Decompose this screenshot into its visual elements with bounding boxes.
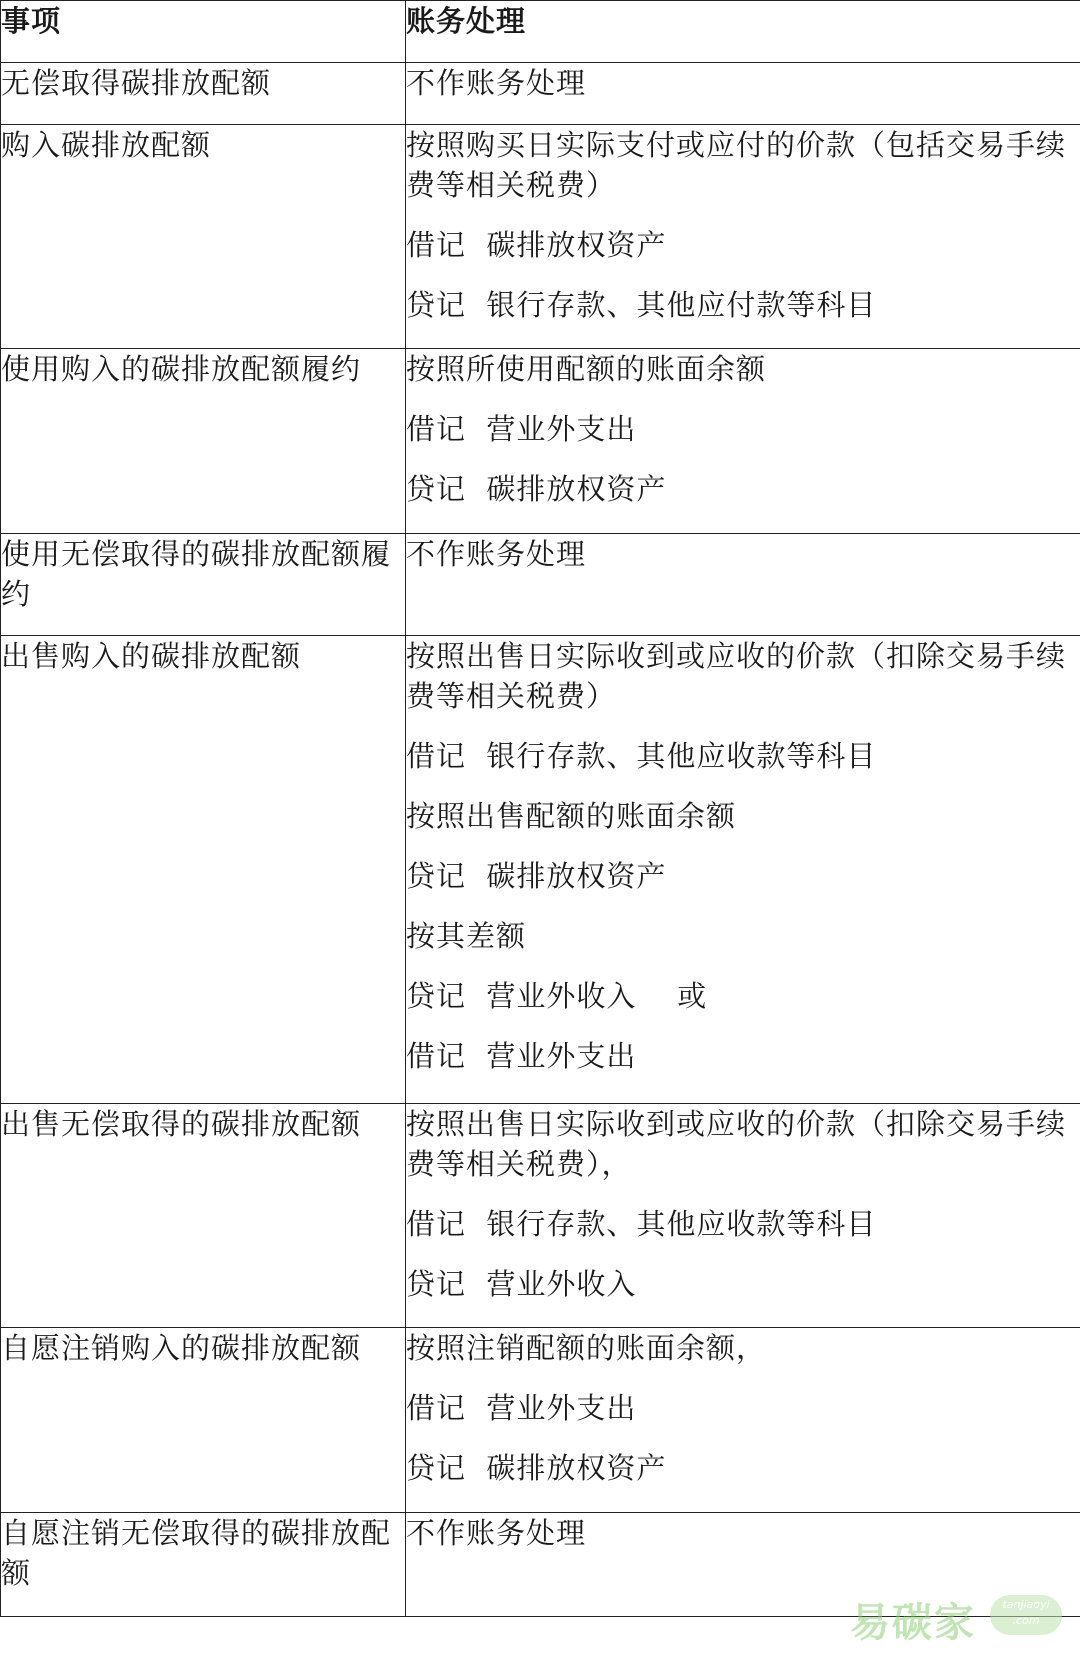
item-cell xyxy=(1,349,406,534)
treatment-line: 贷记 碳排放权资产 xyxy=(406,859,667,893)
treatment-line: 借记 银行存款、其他应收款等科目 xyxy=(406,1207,877,1241)
item-label: 自愿注销无偿取得的碳排放配额 xyxy=(1,1516,392,1590)
item-cell xyxy=(1,534,406,636)
watermark-domain-bottom: .com xyxy=(1012,1614,1040,1627)
treatment-cell xyxy=(406,63,1080,125)
treatment-line: 按照所使用配额的账面余额 xyxy=(406,352,767,386)
treatment-cell xyxy=(406,534,1080,636)
item-cell xyxy=(1,1513,406,1617)
treatment-line: 贷记 碳排放权资产 xyxy=(406,1451,667,1485)
treatment-line: 贷记 营业外收入 或 xyxy=(406,979,708,1013)
watermark-domain-top: tanjiaoyi xyxy=(1002,1598,1050,1611)
treatment-line: 借记 营业外支出 xyxy=(406,1391,637,1425)
item-label: 出售无偿取得的碳排放配额 xyxy=(1,1107,362,1141)
item-cell xyxy=(1,1328,406,1513)
item-cell xyxy=(1,125,406,349)
treatment-line: 不作账务处理 xyxy=(406,66,587,100)
treatment-line: 按其差额 xyxy=(406,919,527,953)
treatment-cell xyxy=(406,125,1080,349)
treatment-line: 贷记 银行存款、其他应付款等科目 xyxy=(406,288,877,322)
table-row xyxy=(1,534,1080,636)
treatment-cell xyxy=(406,636,1080,1104)
treatment-line: 按照出售配额的账面余额 xyxy=(406,799,737,833)
treatment-line: 不作账务处理 xyxy=(406,1516,587,1550)
item-label: 自愿注销购入的碳排放配额 xyxy=(1,1331,362,1365)
table-row xyxy=(1,125,1080,349)
treatment-line: 不作账务处理 xyxy=(406,537,587,571)
treatment-line: 按照注销配额的账面余额， xyxy=(406,1331,767,1365)
table-header-row xyxy=(1,1,1080,63)
item-cell xyxy=(1,1104,406,1328)
treatment-line: 借记 银行存款、其他应收款等科目 xyxy=(406,739,877,773)
site-watermark xyxy=(850,1587,1060,1646)
header-treatment-label: 账务处理 xyxy=(406,4,527,38)
header-item xyxy=(1,1,406,63)
table-row xyxy=(1,1328,1080,1513)
treatment-line: 按照购买日实际支付或应付的价款（包括交易手续费等相关税费） xyxy=(406,128,1067,202)
item-label: 使用无偿取得的碳排放配额履约 xyxy=(1,537,392,611)
table-row xyxy=(1,636,1080,1104)
item-label: 购入碳排放配额 xyxy=(1,128,212,162)
table-body xyxy=(1,63,1080,1617)
table-row xyxy=(1,349,1080,534)
treatment-cell xyxy=(406,1328,1080,1513)
watermark-domain-badge xyxy=(990,1595,1062,1635)
watermark-brand: 易碳家 xyxy=(850,1600,976,1646)
treatment-cell xyxy=(406,1104,1080,1328)
header-item-label: 事项 xyxy=(1,4,62,38)
table-row xyxy=(1,63,1080,125)
item-label: 使用购入的碳排放配额履约 xyxy=(1,352,362,386)
treatment-line: 贷记 营业外收入 xyxy=(406,1267,637,1301)
header-treatment xyxy=(406,1,1080,63)
item-cell xyxy=(1,636,406,1104)
treatment-line: 按照出售日实际收到或应收的价款（扣除交易手续费等相关税费） xyxy=(406,639,1067,713)
treatment-line: 借记 营业外支出 xyxy=(406,1039,637,1073)
treatment-line: 按照出售日实际收到或应收的价款（扣除交易手续费等相关税费）， xyxy=(406,1107,1067,1181)
treatment-cell xyxy=(406,349,1080,534)
treatment-line: 借记 营业外支出 xyxy=(406,412,637,446)
table-row xyxy=(1,1104,1080,1328)
item-cell xyxy=(1,63,406,125)
item-label: 无偿取得碳排放配额 xyxy=(1,66,272,100)
treatment-line: 借记 碳排放权资产 xyxy=(406,228,667,262)
treatment-line: 贷记 碳排放权资产 xyxy=(406,472,667,506)
item-label: 出售购入的碳排放配额 xyxy=(1,639,302,673)
